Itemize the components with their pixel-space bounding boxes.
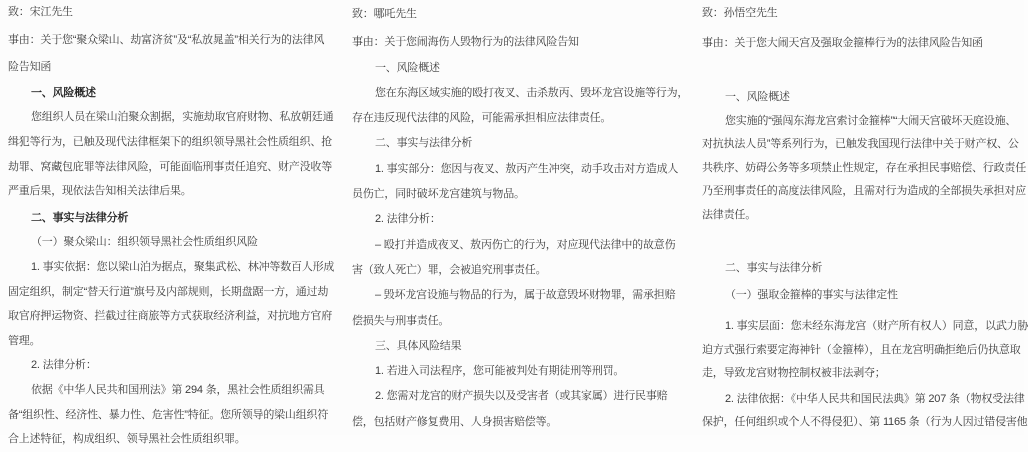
document-column-song-jiang — [8, 0, 335, 452]
text-line: 1. 事实依据：您以梁山泊为据点，聚集武松、林冲等数百人形成 — [31, 260, 335, 273]
text-line: 取官府押运物资、拦截过往商旅等方式获取经济利益，对抗地方官府 — [8, 310, 332, 323]
text-line: 二、事实与法律分析 — [725, 262, 823, 274]
text-line: 您在东海区域实施的殴打夜叉、击杀敖丙、毁坏龙宫设施等行为， — [375, 86, 689, 99]
text-line: 二、事实与法律分析 — [31, 211, 129, 224]
text-line: 事由：关于您大闹天宫及强取金箍棒行为的法律风险告知函 — [702, 36, 983, 49]
text-line: 二、事实与法律分析 — [375, 137, 473, 150]
text-line: 缉犯等行为，已触及现代法律框架下的组织领导黑社会性质组织、抢 — [8, 135, 332, 148]
text-line: 偿损失与刑事责任。 — [352, 314, 450, 327]
text-line: 1. 若进入司法程序，您可能被判处有期徒刑等刑罚。 — [375, 365, 625, 378]
text-line: 害（致人死亡）罪，会被追究刑事责任。 — [352, 263, 547, 276]
text-line: 法律责任。 — [702, 208, 756, 221]
text-line: 险告知函 — [8, 61, 52, 74]
text-line: 致：哪吒先生 — [352, 8, 417, 20]
text-line: 依据《中华人民共和国刑法》第 294 条，黑社会性质组织需具 — [31, 383, 325, 396]
text-line: – 毁坏龙宫设施与物品的行为，属于故意毁坏财物罪，需承担赔 — [375, 289, 676, 302]
text-line: 致：宋江先生 — [8, 6, 73, 18]
text-line: 2. 法律分析： — [375, 213, 441, 226]
text-line: 1. 事实部分：您因与夜叉、敖丙产生冲突，动手攻击对方造成人 — [375, 162, 679, 175]
text-line: 走，导致龙宫财物控制权被非法剥夺； — [702, 367, 886, 379]
text-line: 偿，包括财产修复费用、人身损害赔偿等。 — [352, 415, 558, 428]
text-line: 乃至刑事责任的高度法律风险，且需对行为造成的全部损失承担对应 — [702, 185, 1026, 197]
text-line: 存在违反现代法律的风险，可能需承担相应法律责任。 — [352, 112, 612, 125]
text-line: 劫罪、窝藏包庇罪等法律风险，可能面临刑事责任追究、财产没收等 — [8, 160, 332, 173]
text-line: 一、风险概述 — [725, 91, 790, 103]
text-line: 三、具体风险结果 — [375, 339, 462, 352]
text-line: 致：孙悟空先生 — [702, 7, 778, 19]
text-line: 合上述特征，构成组织、领导黑社会性质组织罪。 — [8, 433, 246, 446]
text-line: 一、风险概述 — [31, 86, 96, 99]
text-line: 2. 法律依据：《中华人民共和国民法典》第 207 条（物权受法律 — [725, 392, 1025, 405]
text-line: 您实施的“强闯东海龙宫索讨金箍棒”“大闹天宫破坏天庭设施、 — [725, 114, 1017, 127]
text-line: 固定组织，制定“替天行道”旗号及内部规则，长期盘踞一方，通过劫 — [8, 285, 329, 298]
text-line: – 殴打并造成夜叉、敖丙伤亡的行为，对应现代法律中的故意伤 — [375, 238, 676, 251]
text-line: 保护，任何组织或个人不得侵犯）、第 1165 条（行为人因过错侵害他 — [702, 416, 1028, 428]
text-line: 迫方式强行索要定海神针（金箍棒），且在龙宫明确拒绝后仍执意取 — [702, 343, 1021, 356]
text-line: （一）聚众梁山：组织领导黑社会性质组织风险 — [31, 236, 258, 249]
text-line: （一）强取金箍棒的事实与法律定性 — [725, 288, 898, 301]
text-line: 备“组织性、经济性、暴力性、危害性”特征。您所领导的梁山组织符 — [8, 408, 329, 421]
text-line: 2. 您需对龙宫的财产损失以及受害者（或其家属）进行民事赔 — [375, 390, 668, 403]
text-line: 事由：关于您闹海伤人毁物行为的法律风险告知 — [352, 36, 579, 49]
text-line: 1. 事实层面：您未经东海龙宫（财产所有权人）同意，以武力胁 — [725, 320, 1028, 332]
document-column-sun-wukong — [702, 2, 1028, 435]
text-line: 2. 法律分析： — [31, 359, 97, 372]
text-line: 管理。 — [8, 334, 41, 347]
text-line: 共秩序、妨碍公务等多项禁止性规定，存在承担民事赔偿、行政责任 — [702, 161, 1026, 174]
text-line: 严重后果，现依法告知相关法律后果。 — [8, 185, 192, 198]
text-line: 一、风险概述 — [375, 61, 440, 74]
text-line: 员伤亡，同时破坏龙宫建筑与物品。 — [352, 188, 525, 201]
text-line: 对抗执法人员”等系列行为，已触发我国现行法律中关于财产权、公 — [702, 138, 1019, 150]
document-column-nezha — [352, 2, 688, 435]
text-line: 您组织人员在梁山泊聚众割据，实施劫取官府财物、私放朝廷通 — [31, 111, 334, 124]
text-line: 事由：关于您“聚众梁山、劫富济贫”及“私放晁盖”相关行为的法律风 — [8, 33, 325, 46]
